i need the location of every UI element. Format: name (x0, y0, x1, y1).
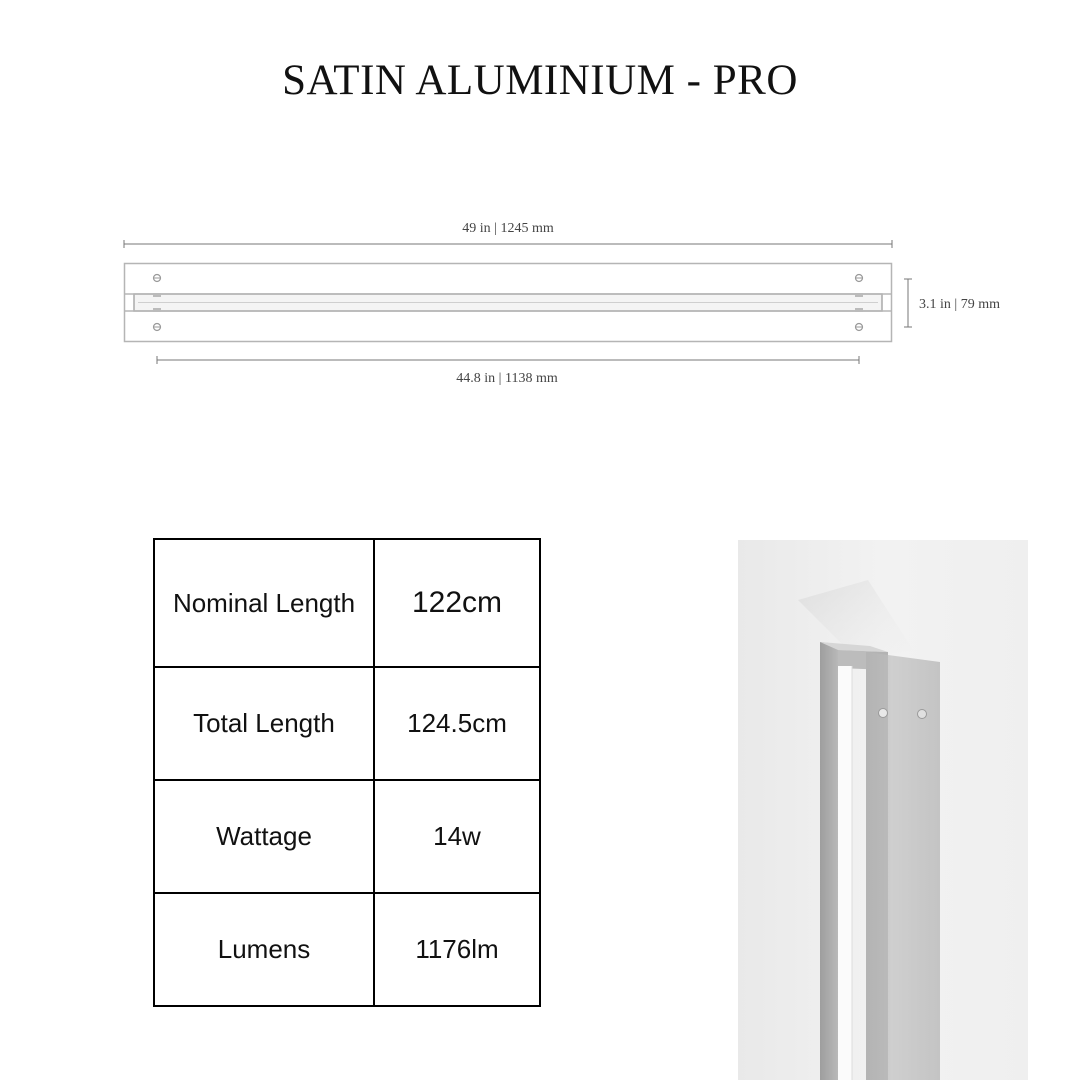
dimension-drawing (0, 200, 1080, 410)
spec-value: 1176lm (374, 893, 540, 1006)
spec-value: 122cm (374, 539, 540, 667)
product-photo (738, 540, 1028, 1080)
spec-value: 124.5cm (374, 667, 540, 780)
total-width-dimension (124, 240, 892, 248)
table-row (154, 893, 540, 1006)
inner-width-label: 44.8 in | 1138 mm (456, 371, 558, 386)
spec-label: Lumens (154, 893, 374, 1006)
table-row (154, 780, 540, 893)
page-title: SATIN ALUMINIUM - PRO (282, 57, 798, 104)
spec-label: Wattage (154, 780, 374, 893)
spec-label: Total Length (154, 667, 374, 780)
height-dimension (904, 279, 912, 327)
spec-label: Nominal Length (154, 539, 374, 667)
table-row (154, 667, 540, 780)
inner-width-dimension (157, 356, 859, 364)
table-row (154, 539, 540, 667)
specs-table (153, 538, 541, 1007)
spec-value: 14w (374, 780, 540, 893)
fixture-photo-illustration (738, 540, 1028, 1080)
fixture-outline (125, 264, 892, 342)
total-width-label: 49 in | 1245 mm (462, 221, 554, 236)
height-label: 3.1 in | 79 mm (919, 297, 1000, 312)
